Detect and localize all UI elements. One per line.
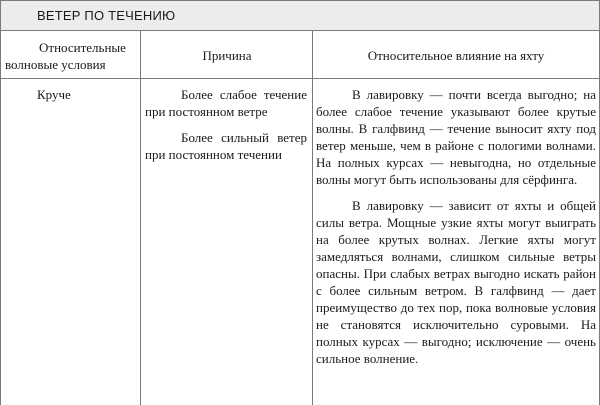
cause-item: Более слабое течение при постоянном ветре <box>145 87 307 119</box>
effect-item: В лавировку — почти всегда выгодно; на более слабое течение указывают более крутые волны. В галфвинд — течение выносит яхту под ветер меньше, чем в районе с пологими волнами. На полных курсах — невыгодна, но отдельные волны могут быть использованы для сёрфинга. <box>316 87 596 187</box>
cause-item: Более сильный ветер при постоянном течении <box>145 130 307 162</box>
row-condition: Круче <box>37 87 71 102</box>
header-effect: Относительное влияние на яхту <box>367 48 545 63</box>
header-cause: Причина <box>202 48 252 63</box>
row-effects <box>313 86 599 376</box>
header-conditions-line1: Относительные <box>39 40 126 55</box>
effect-item: В лавировку — зависит от яхты и общей силы ветра. Мощные узкие яхты могут выиграть на более крутых волнах. Легкие яхты могут замедляться волнами, слишком сильные ветры опасны. При слабых ветрах выгодно искать район с более сильным ветром. В галфвинд — дает преимущество до тех пор, пока волновые условия не становятся исключительно суровыми. На полных курсах — выгодно; исключение — очень сильное волнение. <box>316 198 596 366</box>
header-conditions <box>1 39 141 73</box>
row-causes <box>141 86 313 172</box>
header-conditions-line2: волновые условия <box>5 57 106 72</box>
table-title: ВЕТЕР ПО ТЕЧЕНИЮ <box>1 0 599 31</box>
